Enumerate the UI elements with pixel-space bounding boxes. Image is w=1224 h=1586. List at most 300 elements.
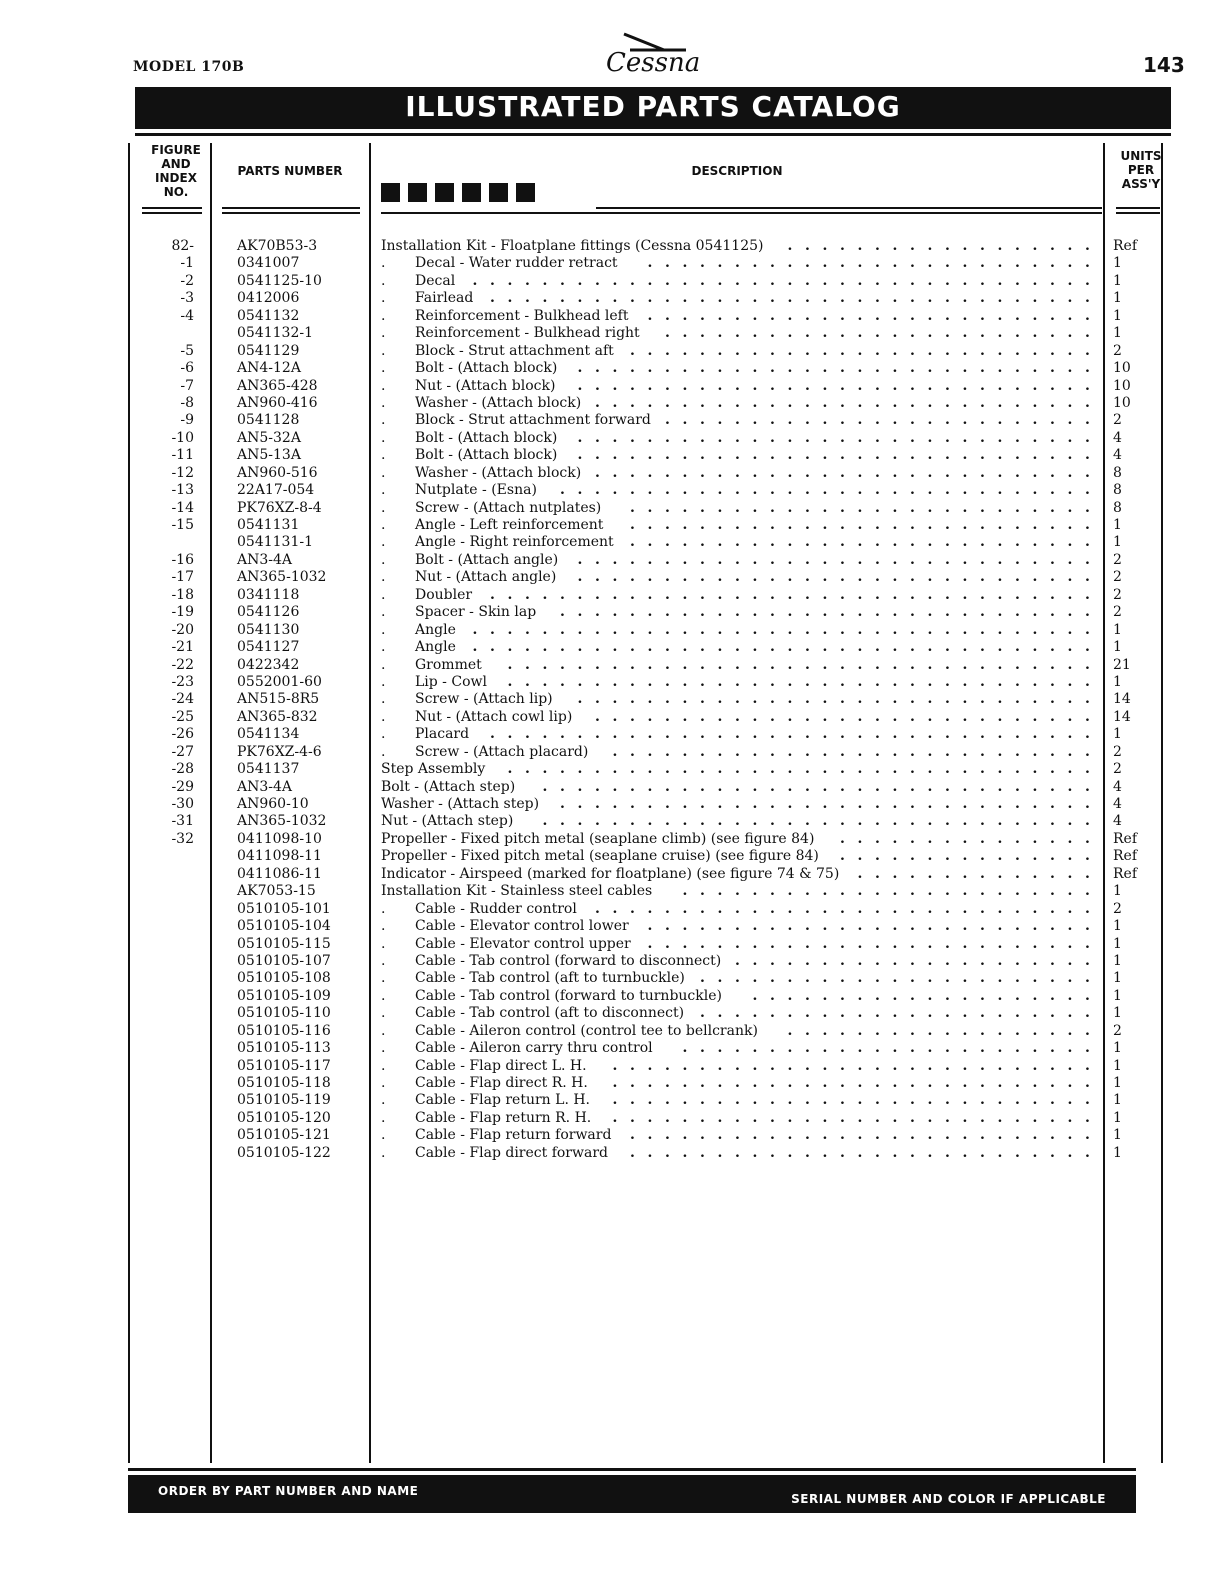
leader-dot: . <box>1085 1127 1090 1144</box>
leader-dot: . <box>577 813 583 830</box>
leader-dot: . <box>647 1075 653 1091</box>
leader-dot: . <box>857 551 863 568</box>
leader-dot: . <box>927 499 933 516</box>
leader-dot: . <box>875 639 880 656</box>
leader-dot: . <box>805 482 810 499</box>
leader-dot: . <box>595 464 600 481</box>
leader-dot: . <box>682 1075 688 1091</box>
leader-dot: . <box>1032 482 1038 499</box>
leader-dot: . <box>560 639 565 656</box>
leader-dot: . <box>945 708 950 725</box>
leader-dot: . <box>700 900 705 917</box>
leader-dot: . <box>507 639 513 656</box>
leader-dot: . <box>612 900 618 917</box>
leader-dot: . <box>945 429 950 446</box>
table-row <box>0 831 1224 848</box>
leader-dot: . <box>840 778 845 795</box>
leader-dot: . <box>525 586 530 603</box>
leader-dot: . <box>560 656 565 673</box>
leader-dot: . <box>752 1040 758 1057</box>
row-description <box>381 1023 758 1040</box>
leader-dot: . <box>1032 569 1038 586</box>
leader-dot: . <box>770 987 775 1004</box>
leader-dot: . <box>1015 1057 1020 1074</box>
leader-dot: . <box>910 691 915 708</box>
row-units: 4 <box>1113 813 1122 830</box>
leader-dot: . <box>577 639 583 656</box>
leader-dot: . <box>875 621 880 638</box>
leader-dot: . <box>805 255 810 272</box>
row-index: -25 <box>171 708 194 725</box>
leader-dot: . <box>647 1057 653 1074</box>
row-indent-bullet: . <box>381 639 386 656</box>
leader-dot: . <box>857 238 863 254</box>
leader-dot: . <box>945 1127 950 1144</box>
row-part-number: AN5-13A <box>237 447 301 464</box>
leader-dot: . <box>875 1005 880 1022</box>
leader-dot: . <box>927 621 933 638</box>
leader-dot: . <box>962 830 968 847</box>
leader-dot: . <box>752 482 758 499</box>
leader-dot: . <box>700 656 705 673</box>
row-units: 1 <box>1113 534 1122 551</box>
table-row <box>0 657 1224 674</box>
leader-dot: . <box>945 656 950 673</box>
leader-dot: . <box>770 1127 775 1144</box>
row-part-number: AN4-12A <box>237 360 301 377</box>
row-part-number: 0552001-60 <box>237 673 322 690</box>
leader-dot: . <box>875 517 880 533</box>
leader-dot: . <box>962 952 968 969</box>
leader-dot: . <box>770 464 775 481</box>
header-rule <box>142 212 202 214</box>
row-part-number: 0510105-116 <box>237 1022 331 1039</box>
leader-dot: . <box>875 325 880 342</box>
leader-dot: . <box>892 883 898 900</box>
leader-dot: . <box>1015 255 1020 272</box>
row-units: 21 <box>1113 656 1131 673</box>
leader-dot: . <box>700 673 705 690</box>
leader-dot: . <box>665 1109 670 1126</box>
leader-dot: . <box>840 482 845 499</box>
leader-dot: . <box>997 1057 1003 1074</box>
row-indent-bullet: . <box>381 1005 386 1022</box>
leader-dot: . <box>647 691 653 708</box>
leader-dot: . <box>822 621 828 638</box>
row-part-number: AN960-516 <box>237 464 318 481</box>
leader-dot: . <box>787 1022 793 1039</box>
leader-dot: . <box>787 499 793 516</box>
leader-dot: . <box>840 1127 845 1144</box>
leader-dot: . <box>875 1144 880 1161</box>
leader-dot: . <box>945 534 950 551</box>
leader-dot: . <box>927 377 933 394</box>
leader-dot: . <box>910 307 915 324</box>
leader-dot: . <box>682 1144 688 1161</box>
leader-dot: . <box>612 639 618 656</box>
leader-dot: . <box>1085 1109 1090 1126</box>
leader-dot: . <box>787 1040 793 1057</box>
leader-dot: . <box>542 673 548 690</box>
leader-dot: . <box>840 848 845 865</box>
leader-dot: . <box>787 796 793 812</box>
leader-dot: . <box>822 1075 828 1091</box>
leader-dot: . <box>1085 377 1090 394</box>
leader-dot: . <box>805 499 810 516</box>
leader-dot: . <box>717 935 723 952</box>
row-part-number: 0541132 <box>237 307 300 324</box>
leader-dot: . <box>1015 342 1020 359</box>
leader-dot: . <box>1085 551 1090 568</box>
leader-dot: . <box>1085 970 1090 987</box>
leader-dot: . <box>980 743 985 760</box>
leader-dot: . <box>787 360 793 377</box>
row-description-text: Washer - (Attach block) <box>415 394 582 411</box>
leader-dot: . <box>770 447 775 464</box>
leader-dot: . <box>962 238 968 254</box>
leader-dot: . <box>577 360 583 377</box>
row-indent-bullet: . <box>381 1040 386 1057</box>
row-description-text: Angle <box>415 621 456 638</box>
leader-dot: . <box>787 342 793 359</box>
leader-dot: . <box>927 586 933 603</box>
leader-dot: . <box>857 883 863 900</box>
leader-dot: . <box>980 848 985 865</box>
leader-dot: . <box>822 586 828 603</box>
row-part-number: 0412006 <box>237 290 300 307</box>
leader-dot: . <box>840 534 845 551</box>
leader-dot: . <box>927 970 933 987</box>
row-description <box>381 726 469 743</box>
leader-dot: . <box>875 534 880 551</box>
leader-dot: . <box>560 813 565 830</box>
leader-dot: . <box>962 325 968 342</box>
leader-dot: . <box>980 412 985 429</box>
table-row <box>0 1040 1224 1057</box>
leader-dot: . <box>822 673 828 690</box>
leader-dot: . <box>717 360 723 377</box>
leader-dot: . <box>1050 621 1055 638</box>
leader-dot: . <box>1067 307 1073 324</box>
leader-dot: . <box>822 883 828 900</box>
row-part-number: 0541134 <box>237 726 300 743</box>
leader-dot: . <box>735 342 740 359</box>
leader-dot: . <box>1050 743 1055 760</box>
leader-dot: . <box>927 1075 933 1091</box>
leader-dot: . <box>787 1075 793 1091</box>
leader-dot: . <box>962 883 968 900</box>
leader-dot: . <box>647 778 653 795</box>
table-row <box>0 412 1224 429</box>
leader-dot: . <box>997 691 1003 708</box>
leader-dot: . <box>980 394 985 411</box>
leader-dot: . <box>665 1127 670 1144</box>
leader-dot: . <box>840 1092 845 1109</box>
leader-dot: . <box>875 848 880 865</box>
leader-dot: . <box>945 342 950 359</box>
leader-dot: . <box>647 604 653 621</box>
leader-dot: . <box>910 412 915 429</box>
leader-dot: . <box>822 1127 828 1144</box>
leader-dot: . <box>507 272 513 289</box>
row-description <box>381 848 819 865</box>
leader-dot: . <box>647 482 653 499</box>
row-indent-bullet: . <box>381 1092 386 1109</box>
leader-dot: . <box>962 342 968 359</box>
leader-dot: . <box>700 691 705 708</box>
row-description <box>381 308 628 325</box>
leader-dot: . <box>700 412 705 429</box>
leader-dot: . <box>752 1092 758 1109</box>
leader-dot: . <box>1050 726 1055 743</box>
leader-dot: . <box>595 604 600 621</box>
leader-dot: . <box>735 970 740 987</box>
leader-dot: . <box>927 447 933 464</box>
leader-dot: . <box>1032 604 1038 621</box>
leader-dot: . <box>945 813 950 830</box>
leader-dot: . <box>892 778 898 795</box>
leader-dot: . <box>752 726 758 743</box>
leader-dot: . <box>997 830 1003 847</box>
leader-dot: . <box>630 360 635 377</box>
leader-dot: . <box>1067 813 1073 830</box>
leader-dot: . <box>1015 691 1020 708</box>
leader-dot: . <box>1067 394 1073 411</box>
row-description-text: Nutplate - (Esna) <box>415 482 537 499</box>
leader-dot: . <box>840 342 845 359</box>
leader-dot: . <box>962 1127 968 1144</box>
leader-dot: . <box>682 935 688 952</box>
row-description-text: Screw - (Attach placard) <box>415 743 589 760</box>
leader-dot: . <box>787 813 793 830</box>
leader-dot: . <box>612 743 618 760</box>
leader-dot: . <box>875 918 880 935</box>
leader-dot: . <box>612 290 618 307</box>
leader-dot: . <box>787 761 793 778</box>
leader-dot: . <box>910 394 915 411</box>
leader-dot: . <box>1015 900 1020 917</box>
leader-dot: . <box>875 830 880 847</box>
row-index: -4 <box>180 307 194 324</box>
leader-dot: . <box>910 970 915 987</box>
row-part-number: AN365-1032 <box>237 813 327 830</box>
leader-dot: . <box>1067 377 1073 394</box>
leader-dot: . <box>875 499 880 516</box>
leader-dot: . <box>787 743 793 760</box>
leader-dot: . <box>1032 1144 1038 1161</box>
leader-dot: . <box>1067 360 1073 377</box>
leader-dot: . <box>1015 394 1020 411</box>
leader-dot: . <box>560 761 565 778</box>
leader-dot: . <box>612 813 618 830</box>
leader-dot: . <box>927 691 933 708</box>
table-row <box>0 378 1224 395</box>
leader-dot: . <box>1032 1005 1038 1022</box>
leader-dot: . <box>735 1075 740 1091</box>
leader-dot: . <box>612 708 618 725</box>
leader-dot: . <box>1085 482 1090 499</box>
leader-dot: . <box>787 708 793 725</box>
leader-dot: . <box>700 970 705 987</box>
leader-dot: . <box>962 272 968 289</box>
leader-dot: . <box>612 272 618 289</box>
header-figure-line4: NO. <box>163 185 189 199</box>
leader-dot: . <box>735 796 740 812</box>
leader-dot: . <box>735 813 740 830</box>
row-index: -9 <box>180 412 194 429</box>
leader-dot: . <box>682 813 688 830</box>
leader-dot: . <box>752 447 758 464</box>
leader-dot: . <box>892 830 898 847</box>
leader-dot: . <box>997 1092 1003 1109</box>
leader-dot: . <box>945 499 950 516</box>
leader-dot: . <box>997 1040 1003 1057</box>
leader-dot: . <box>910 761 915 778</box>
row-part-number: 22A17-054 <box>237 482 315 499</box>
leader-dot: . <box>875 761 880 778</box>
leader-dot: . <box>665 673 670 690</box>
leader-dot: . <box>875 342 880 359</box>
leader-dot: . <box>665 778 670 795</box>
leader-dot: . <box>945 952 950 969</box>
leader-dot: . <box>787 918 793 935</box>
row-description <box>381 1040 653 1057</box>
leader-dot: . <box>822 412 828 429</box>
leader-dot: . <box>1085 796 1090 812</box>
leader-dot: . <box>980 900 985 917</box>
leader-dot: . <box>1085 342 1090 359</box>
leader-dot: . <box>735 325 740 342</box>
leader-dot: . <box>1050 464 1055 481</box>
leader-dot: . <box>805 464 810 481</box>
leader-dot: . <box>875 1022 880 1039</box>
leader-dot: . <box>1085 639 1090 656</box>
row-units: 1 <box>1113 952 1122 969</box>
leader-dot: . <box>787 691 793 708</box>
leader-dot: . <box>770 307 775 324</box>
leader-dot: . <box>875 813 880 830</box>
leader-dot: . <box>875 551 880 568</box>
leader-dot: . <box>612 1109 618 1126</box>
table-row <box>0 534 1224 551</box>
leader-dot: . <box>1015 656 1020 673</box>
leader-dot: . <box>962 918 968 935</box>
leader-dot: . <box>1015 551 1020 568</box>
leader-dot: . <box>945 394 950 411</box>
leader-dot: . <box>595 621 600 638</box>
leader-dot: . <box>752 464 758 481</box>
leader-dot: . <box>717 569 723 586</box>
leader-dot: . <box>1067 952 1073 969</box>
leader-dot: . <box>560 290 565 307</box>
row-units: 14 <box>1113 708 1131 725</box>
leader-dot: . <box>997 1109 1003 1126</box>
leader-dot: . <box>1067 290 1073 307</box>
leader-dot: . <box>665 447 670 464</box>
leader-dot: . <box>1067 796 1073 812</box>
leader-dot: . <box>787 325 793 342</box>
block-mark <box>462 183 481 202</box>
row-units: 1 <box>1113 325 1122 342</box>
leader-dot: . <box>647 1144 653 1161</box>
row-description-text: Cable - Flap direct L. H. <box>415 1057 587 1074</box>
leader-dot: . <box>665 412 670 429</box>
leader-dot: . <box>1067 987 1073 1004</box>
leader-dot: . <box>577 656 583 673</box>
table-row <box>0 936 1224 953</box>
leader-dot: . <box>752 900 758 917</box>
leader-dot: . <box>997 952 1003 969</box>
leader-dot: . <box>630 447 635 464</box>
leader-dot: . <box>980 429 985 446</box>
row-description <box>381 831 814 848</box>
leader-dot: . <box>840 412 845 429</box>
leader-dot: . <box>1085 272 1090 289</box>
leader-dot: . <box>752 325 758 342</box>
leader-dot: . <box>962 673 968 690</box>
leader-dot: . <box>997 673 1003 690</box>
leader-dot: . <box>577 586 583 603</box>
leader-dot: . <box>927 987 933 1004</box>
table-row <box>0 674 1224 691</box>
leader-dot: . <box>752 1005 758 1022</box>
leader-dot: . <box>962 447 968 464</box>
leader-dot: . <box>787 255 793 272</box>
leader-dot: . <box>1015 499 1020 516</box>
leader-dot: . <box>542 639 548 656</box>
leader-dot: . <box>910 238 915 254</box>
leader-dot: . <box>1085 604 1090 621</box>
leader-dot: . <box>700 1075 705 1091</box>
leader-dot: . <box>1032 865 1038 882</box>
leader-dot: . <box>665 464 670 481</box>
leader-dot: . <box>962 1075 968 1091</box>
row-units: 2 <box>1113 1022 1122 1039</box>
leader-dot: . <box>770 569 775 586</box>
leader-dot: . <box>1050 952 1055 969</box>
leader-dot: . <box>1050 307 1055 324</box>
leader-dot: . <box>682 691 688 708</box>
row-description-text: Cable - Flap direct forward <box>415 1144 608 1161</box>
leader-dot: . <box>857 830 863 847</box>
table-row <box>0 726 1224 743</box>
leader-dot: . <box>962 656 968 673</box>
leader-dot: . <box>735 586 740 603</box>
leader-dot: . <box>1085 499 1090 516</box>
header-parts-number: PARTS NUMBER <box>237 164 343 178</box>
leader-dot: . <box>717 1057 723 1074</box>
leader-dot: . <box>805 691 810 708</box>
table-row <box>0 639 1224 656</box>
leader-dot: . <box>752 656 758 673</box>
row-part-number: AN365-1032 <box>237 569 327 586</box>
leader-dot: . <box>1085 412 1090 429</box>
leader-dot: . <box>770 255 775 272</box>
leader-dot: . <box>1032 464 1038 481</box>
table-row <box>0 447 1224 464</box>
leader-dot: . <box>700 1127 705 1144</box>
leader-dot: . <box>1050 865 1055 882</box>
leader-dot: . <box>857 1109 863 1126</box>
leader-dot: . <box>962 360 968 377</box>
leader-dot: . <box>787 1144 793 1161</box>
leader-dot: . <box>822 307 828 324</box>
leader-dot: . <box>945 970 950 987</box>
leader-dot: . <box>997 551 1003 568</box>
row-description-text: Cable - Tab control (aft to disconnect) <box>415 1005 685 1022</box>
leader-dot: . <box>997 394 1003 411</box>
leader-dot: . <box>997 255 1003 272</box>
